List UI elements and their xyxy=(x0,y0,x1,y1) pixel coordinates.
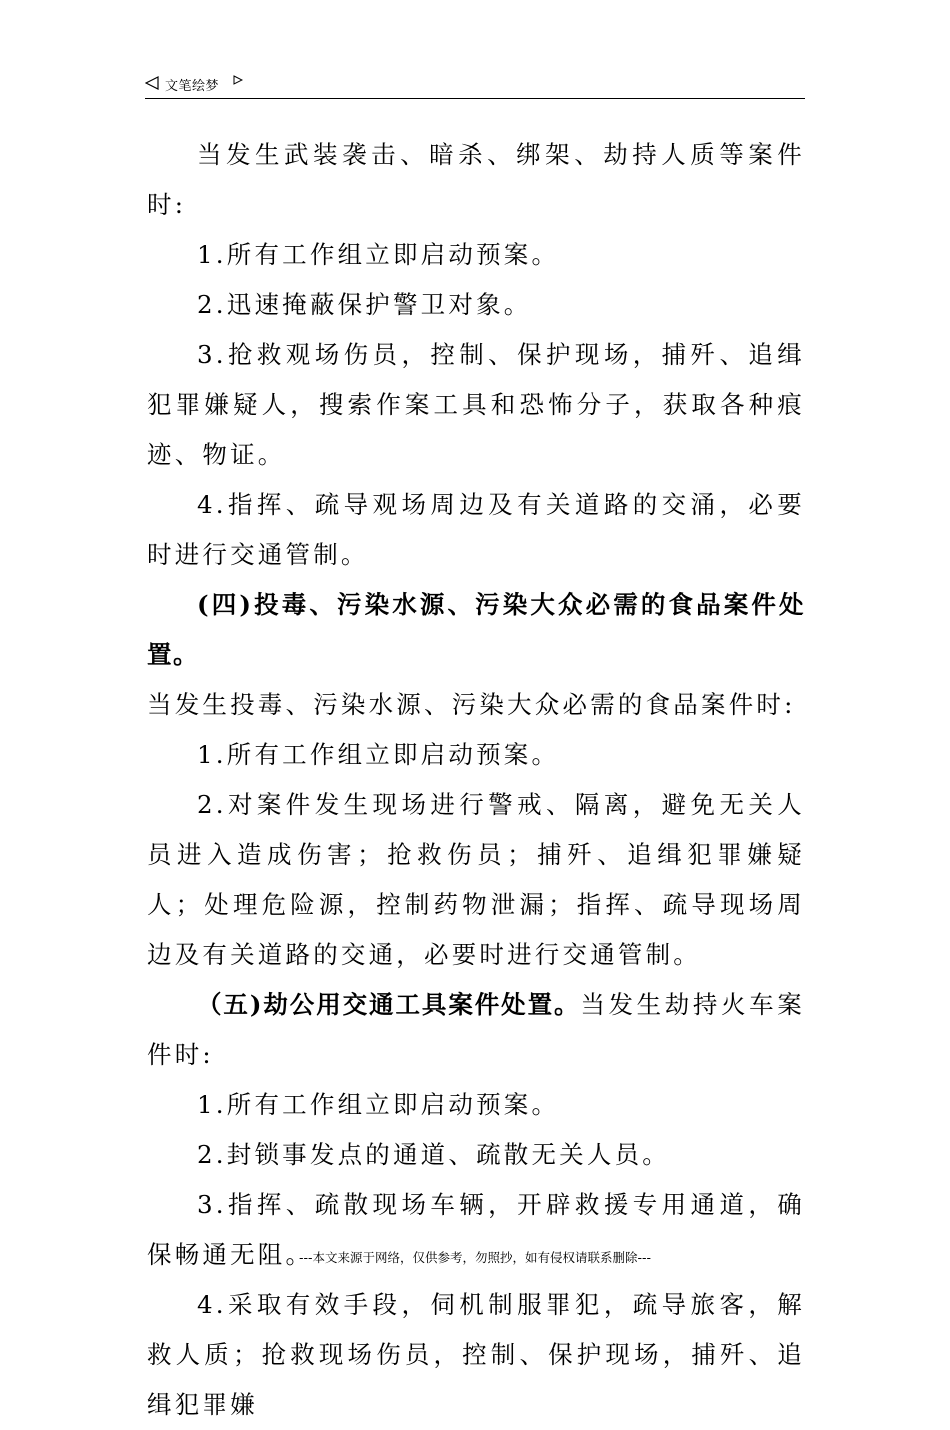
section-heading-5: （五)劫公用交通工具案件处置。 xyxy=(197,990,581,1019)
document-body xyxy=(147,130,805,1430)
page-header xyxy=(145,72,805,99)
list-item: 4.指挥、疏导观场周边及有关道路的交涌，必要时进行交通管制。 xyxy=(147,490,805,569)
list-item: 2.对案件发生现场进行警戒、隔离，避免无关人员进入造成伤害；抢救伤员；捕歼、追缉犯罪嫌疑人；处理危险源，控制药物泄漏；指挥、疏导现场周边及有关道路的交通，必要时进行交通管制。 xyxy=(147,790,805,969)
section-paragraph-5 xyxy=(147,980,805,1080)
paragraph-text: 当发生劫持火车案件时: xyxy=(147,990,805,1069)
list-item: 1.所有工作组立即启动预案。 xyxy=(197,240,560,269)
list-item: 1.所有工作组立即启动预案。 xyxy=(197,1090,560,1119)
section-heading-4: (四)投毒、污染水源、污染大众必需的食品案件处置。 xyxy=(147,590,805,669)
header-brand: 文笔绘梦 xyxy=(165,79,220,94)
list-item: 2.封锁事发点的通道、疏散无关人员。 xyxy=(197,1140,670,1169)
paragraph: 当发生武装袭击、暗杀、绑架、劫持人质等案件时: xyxy=(147,140,805,219)
list-item: 3.抢救观场伤员，控制、保护现场，捕歼、追缉犯罪嫌疑人，搜索作案工具和恐怖分子，获取各种痕迹、物证。 xyxy=(147,340,805,469)
list-item: 1.所有工作组立即启动预案。 xyxy=(197,740,560,769)
paragraph: 当发生投毒、污染水源、污染大众必需的食品案件时: xyxy=(147,690,796,719)
triangle-right-icon xyxy=(233,75,243,85)
page-footer: ---本文来源于网络，仅供参考，勿照抄，如有侵权请联系删除--- xyxy=(298,1250,652,1265)
list-item: 2.迅速掩蔽保护警卫对象。 xyxy=(197,290,532,319)
triangle-left-icon xyxy=(145,76,159,90)
list-item: 3.指挥、疏散现场车辆，开辟救援专用通道，确保畅通无阻。 xyxy=(147,1190,805,1269)
list-item: 4.采取有效手段，伺机制服罪犯，疏导旅客，解救人质；抢救现场伤员，控制、保护现场，捕歼、追缉犯罪嫌 xyxy=(147,1290,805,1419)
